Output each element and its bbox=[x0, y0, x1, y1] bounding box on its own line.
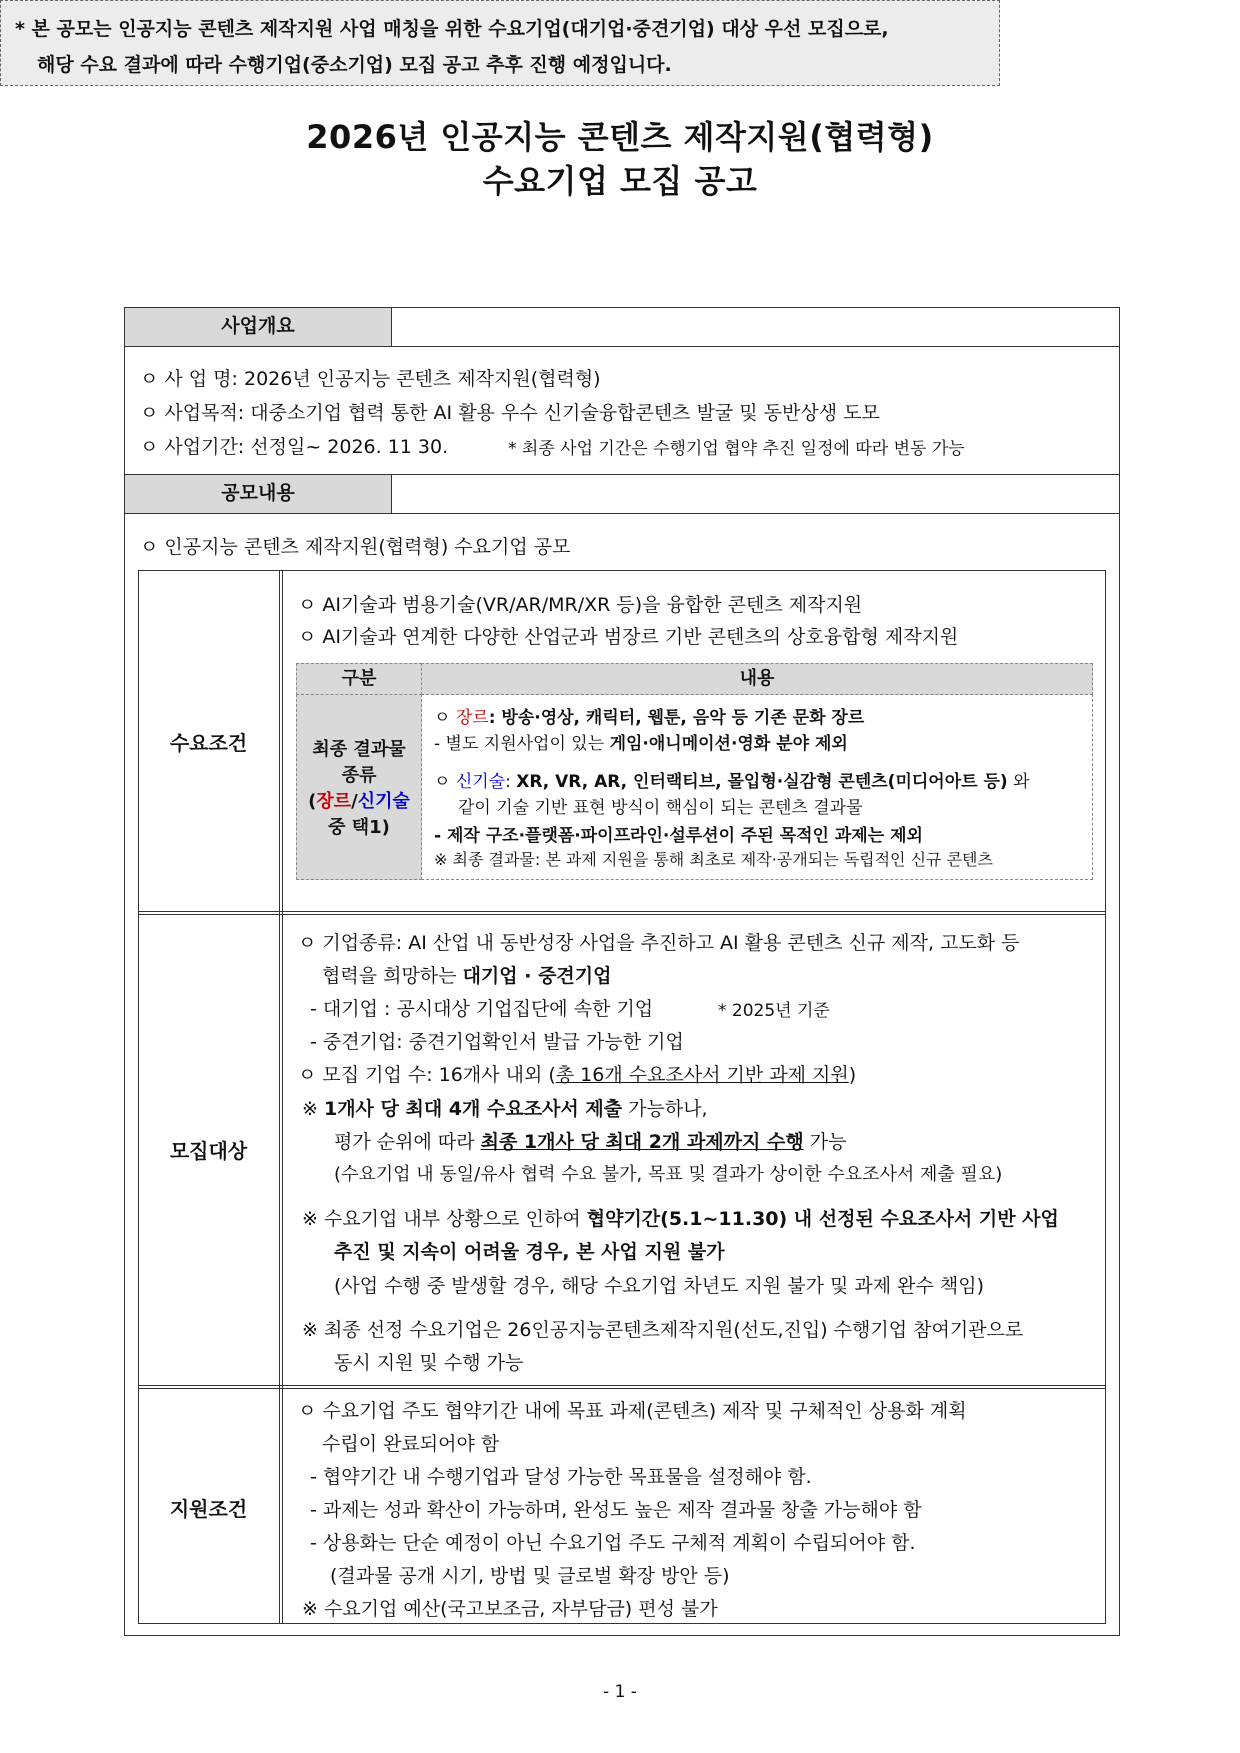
tech-label: 신기술 bbox=[357, 791, 410, 812]
tech-line bbox=[434, 767, 1030, 792]
tech-end: 와 bbox=[1007, 772, 1030, 792]
recruit-count bbox=[298, 1060, 856, 1087]
page-subtitle: 수요기업 모집 공고 bbox=[482, 162, 758, 200]
support-line-7: ※ 수요기업 예산(국고보조금, 자부담금) 편성 불가 bbox=[302, 1598, 718, 1620]
recruit-note-1-bold: 1개사 당 최대 4개 수요조사서 제출 bbox=[323, 1098, 623, 1120]
overview-period: ㅇ 사업기간: 선정일~ 2026. 11 30. bbox=[140, 436, 449, 458]
tech-word: 신기술 bbox=[455, 772, 506, 792]
recruit-count-underline: 총 16개 수요조사서 기반 과제 지원 bbox=[555, 1064, 849, 1086]
support-line-6: (결과물 공개 시기, 방법 및 글로벌 확장 방안 등) bbox=[330, 1565, 730, 1587]
colon: : bbox=[505, 772, 517, 792]
recruit-note-8: 동시 지원 및 수행 가능 bbox=[334, 1352, 524, 1374]
bullet: ㅇ bbox=[434, 772, 456, 792]
genre-word: 장르 bbox=[455, 708, 489, 728]
result-label-4: 중 택1) bbox=[328, 817, 390, 838]
notice-box bbox=[0, 0, 1000, 86]
support-line-2: 수립이 완료되어야 함 bbox=[322, 1433, 500, 1455]
divider bbox=[124, 346, 1120, 347]
result-table-col-type: 구분 bbox=[296, 663, 422, 695]
result-table-col-content: 내용 bbox=[421, 663, 1093, 695]
result-table-label-cell bbox=[296, 694, 422, 880]
section-header-contents: 공모내용 bbox=[124, 474, 392, 514]
recruit-type-2 bbox=[322, 961, 612, 988]
recruit-note-2-end: 가능 bbox=[803, 1131, 847, 1153]
column-divider bbox=[279, 570, 283, 1624]
support-line-3: - 협약기간 내 수행기업과 달성 가능한 목표물을 설정해야 함. bbox=[310, 1466, 812, 1488]
note-mark: ※ bbox=[302, 1098, 324, 1120]
page-number: - 1 - bbox=[603, 1682, 637, 1702]
genre-exclusion bbox=[434, 729, 848, 754]
genre-exclusion-bold: 게임·애니메이션·영화 분야 제외 bbox=[609, 734, 848, 754]
demand-line-2: ㅇ AI기술과 연계한 다양한 산업군과 범장르 기반 콘텐츠의 상호융합형 제작지원 bbox=[298, 626, 959, 648]
paren: ( bbox=[308, 791, 317, 812]
overview-name: ㅇ 사 업 명: 2026년 인공지능 콘텐츠 제작지원(협력형) bbox=[140, 368, 601, 390]
recruit-note-4-text: ※ 수요기업 내부 상황으로 인하여 bbox=[302, 1208, 587, 1230]
recruit-type-bold: 대기업 · 중견기업 bbox=[462, 965, 612, 987]
recruit-large-note: * 2025년 기준 bbox=[718, 1001, 830, 1021]
result-label-1: 최종 결과물 bbox=[312, 739, 406, 760]
recruit-mid: - 중견기업: 중견기업확인서 발급 가능한 기업 bbox=[310, 1031, 684, 1053]
row-label-support: 지원조건 bbox=[169, 1497, 248, 1521]
recruit-note-1 bbox=[302, 1094, 708, 1121]
row-divider bbox=[138, 1385, 1106, 1389]
recruit-note-6: (사업 수행 중 발생할 경우, 해당 수요기업 차년도 지원 불가 및 과제 완수 책임) bbox=[334, 1275, 985, 1297]
genre-exclusion-text: - 별도 지원사업이 있는 bbox=[434, 734, 610, 754]
recruit-note-3: (수요기업 내 동일/유사 협력 수요 불가, 목표 및 결과가 상이한 수요조사서 제출 필요) bbox=[334, 1164, 1003, 1185]
contents-intro: ㅇ 인공지능 콘텐츠 제작지원(협력형) 수요기업 공모 bbox=[140, 536, 571, 558]
recruit-note-2-text: 평가 순위에 따라 bbox=[334, 1131, 481, 1153]
tech-exclusion: - 제작 구조·플랫폼·파이프라인·설루션이 주된 목적인 과제는 제외 bbox=[434, 826, 923, 846]
result-label-3 bbox=[297, 789, 421, 815]
row-label-demand: 수요조건 bbox=[169, 731, 248, 755]
demand-line-1: ㅇ AI기술과 범용기술(VR/AR/MR/XR 등)을 융합한 콘텐츠 제작지원 bbox=[298, 594, 863, 616]
recruit-note-2 bbox=[334, 1127, 846, 1154]
recruit-type-text: 협력을 희망하는 bbox=[322, 965, 463, 987]
section-header-overview: 사업개요 bbox=[124, 307, 392, 347]
tech-list: XR, VR, AR, 인터랙티브, 몰입형·실감형 콘텐츠(미디어아트 등) bbox=[516, 772, 1008, 792]
genre-line bbox=[434, 703, 864, 728]
genre-list: : 방송·영상, 캐릭터, 웹툰, 음악 등 기존 문화 장르 bbox=[488, 708, 865, 728]
divider bbox=[124, 513, 1120, 514]
slash: / bbox=[351, 791, 358, 812]
paren: ) bbox=[848, 1064, 857, 1086]
notice-line-2: 해당 수요 결과에 따라 수행기업(중소기업) 모집 공고 추후 진행 예정입니다. bbox=[37, 54, 672, 76]
recruit-note-1-rest: 가능하나, bbox=[622, 1098, 708, 1120]
overview-period-note: * 최종 사업 기간은 수행기업 협약 추진 일정에 따라 변동 가능 bbox=[508, 439, 965, 459]
recruit-note-5: 추진 및 지속이 어려울 경우, 본 사업 지원 불가 bbox=[334, 1241, 725, 1263]
recruit-note-2-bold: 최종 1개사 당 최대 2개 과제까지 수행 bbox=[480, 1131, 804, 1153]
page-title: 2026년 인공지능 콘텐츠 제작지원(협력형) bbox=[306, 118, 934, 156]
recruit-note-7: ※ 최종 선정 수요기업은 26인공지능콘텐츠제작지원(선도,진입) 수행기업 참여기관으로 bbox=[302, 1319, 1024, 1341]
tech-continuation: 같이 기술 기반 표현 방식이 핵심이 되는 콘텐츠 결과물 bbox=[458, 798, 863, 818]
recruit-large: - 대기업 : 공시대상 기업집단에 속한 기업 bbox=[310, 998, 654, 1020]
row-label-recruit: 모집대상 bbox=[169, 1139, 248, 1163]
result-label-2: 종류 bbox=[341, 765, 377, 786]
recruit-note-4-bold: 협약기간(5.1~11.30) 내 선정된 수요조사서 기반 사업 bbox=[586, 1208, 1059, 1230]
recruit-type-1: ㅇ 기업종류: AI 산업 내 동반성장 사업을 추진하고 AI 활용 콘텐츠 신규 제작, 고도화 등 bbox=[298, 932, 1020, 954]
notice-line-1: * 본 공모는 인공지능 콘텐츠 제작지원 사업 매칭을 위한 수요기업(대기업·중견기업) 대상 우선 모집으로, bbox=[15, 18, 889, 40]
support-line-1: ㅇ 수요기업 주도 협약기간 내에 목표 과제(콘텐츠) 제작 및 구체적인 상용화 계획 bbox=[298, 1400, 967, 1422]
final-result-note: ※ 최종 결과물: 본 과제 지원을 통해 최초로 제작·공개되는 독립적인 신규 콘텐츠 bbox=[434, 850, 993, 869]
support-line-4: - 과제는 성과 확산이 가능하며, 완성도 높은 제작 결과물 창출 가능해야 함 bbox=[310, 1499, 922, 1521]
bullet: ㅇ bbox=[434, 708, 456, 728]
overview-purpose: ㅇ 사업목적: 대중소기업 협력 통한 AI 활용 우수 신기술융합콘텐츠 발굴 및 동반상생 도모 bbox=[140, 402, 880, 424]
support-line-5: - 상용화는 단순 예정이 아닌 수요기업 주도 구체적 계획이 수립되어야 함. bbox=[310, 1532, 916, 1554]
genre-label: 장르 bbox=[316, 791, 352, 812]
row-divider bbox=[138, 911, 1106, 915]
recruit-count-text: ㅇ 모집 기업 수: 16개사 내외 ( bbox=[298, 1064, 556, 1086]
recruit-note-4 bbox=[302, 1204, 1059, 1231]
